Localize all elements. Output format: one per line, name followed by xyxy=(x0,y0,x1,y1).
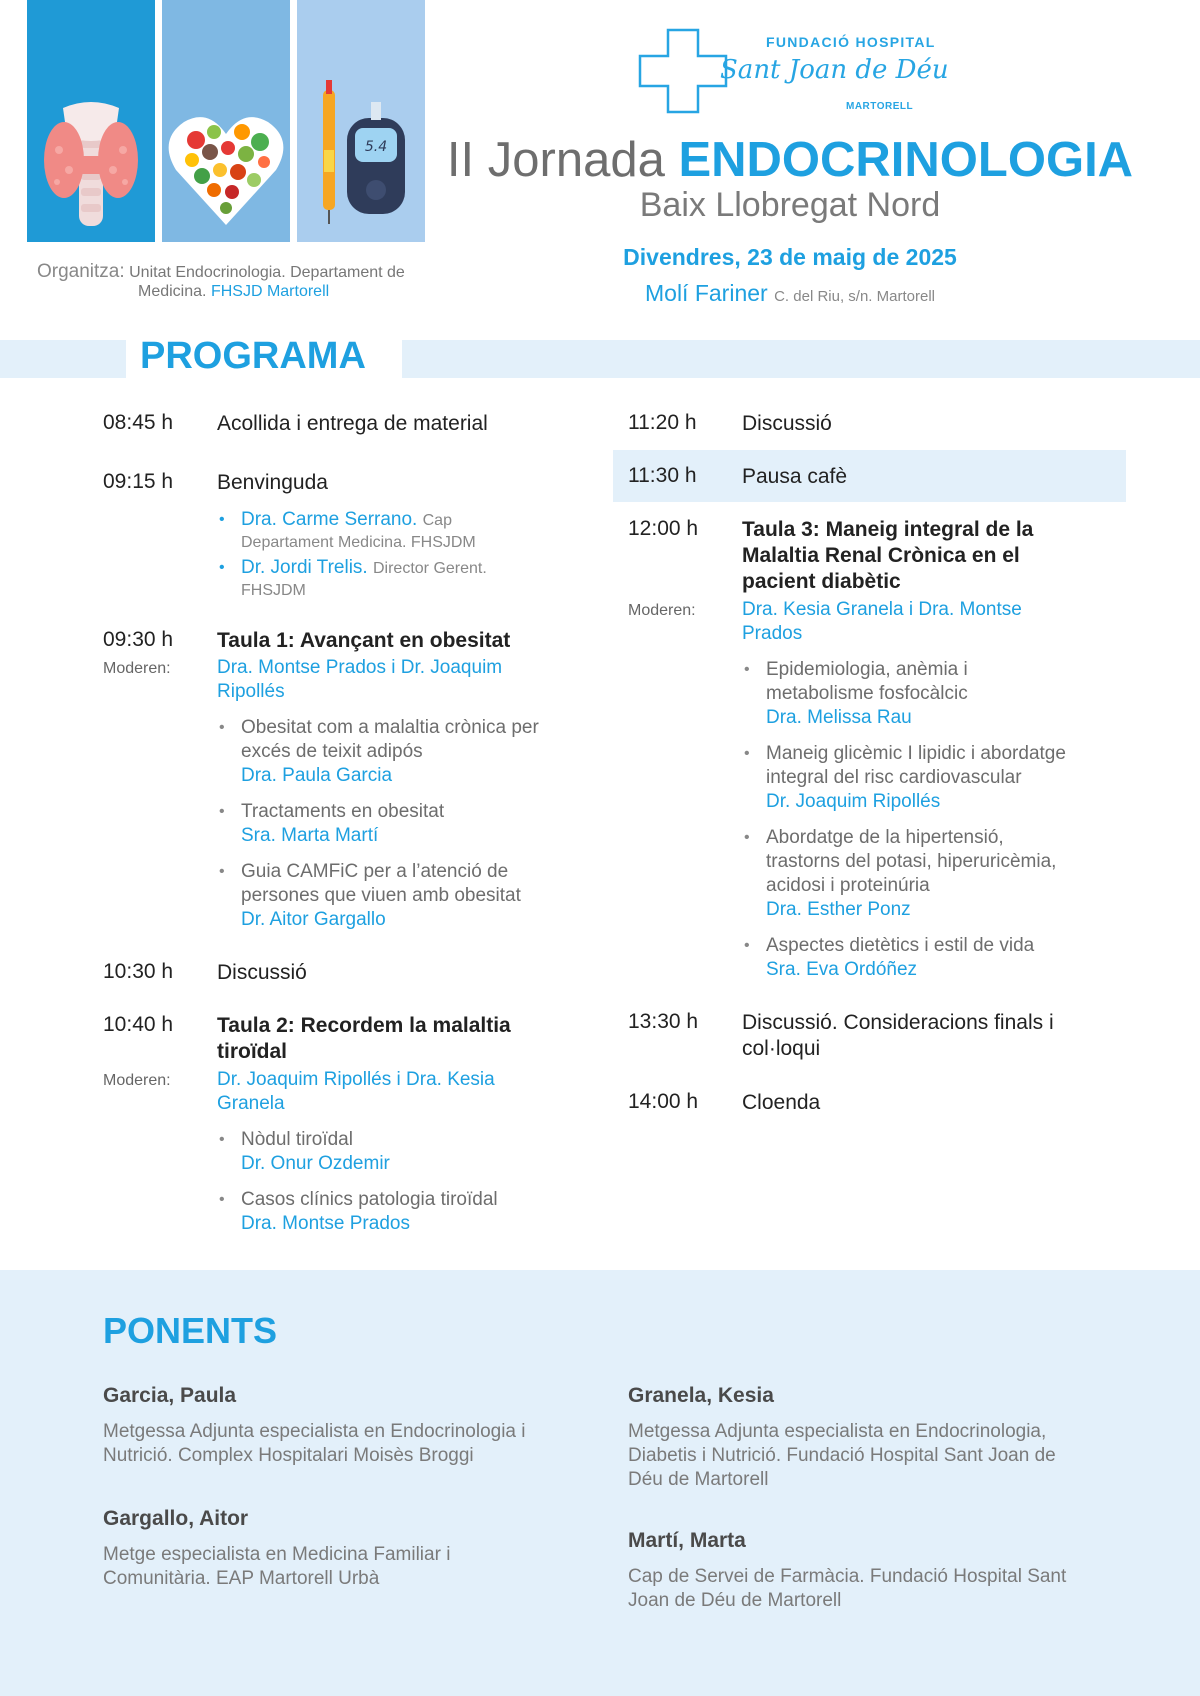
moderators-label: Moderen: xyxy=(103,1072,171,1089)
thyroid-illustration xyxy=(27,0,155,242)
bullet-icon: • xyxy=(744,661,750,678)
talk-title: acidosi i proteinúria xyxy=(766,875,930,896)
talk-speaker: Dr. Joaquim Ripollés xyxy=(766,791,941,812)
venue-address: C. del Riu, s/n. Martorell xyxy=(774,288,935,305)
item-title-line: Taula 2: Recordem la malaltia xyxy=(217,1014,511,1037)
speaker-description xyxy=(628,1420,1108,1492)
item-time: 11:20 h xyxy=(628,411,697,434)
item-time: 10:30 h xyxy=(103,960,174,983)
talk-speaker: Dra. Montse Prados xyxy=(241,1213,410,1234)
logo-line-2: Sant Joan de Déu xyxy=(720,55,949,85)
talk-item xyxy=(742,826,1122,922)
item-title: Pausa cafè xyxy=(742,465,848,488)
speaker-description-line: Metge especialista en Medicina Familiar i xyxy=(103,1544,451,1565)
bullet-icon: • xyxy=(219,803,225,820)
bullet-icon: • xyxy=(219,863,225,880)
item-title: Discussió xyxy=(217,961,307,984)
item-time: 14:00 h xyxy=(628,1090,699,1113)
moderators xyxy=(217,656,577,704)
guest-role: Director Gerent. xyxy=(372,560,487,577)
organizer-info xyxy=(37,262,427,301)
speaker-description-line: Comunitària. EAP Martorell Urbà xyxy=(103,1568,380,1589)
programa-title: PROGRAMA xyxy=(126,333,402,379)
speaker-description-line: Déu de Martorell xyxy=(628,1469,769,1490)
speaker-description-line: Diabetis i Nutrició. Fundació Hospital Sant Joan de xyxy=(628,1445,1056,1466)
venue-name: Molí Fariner xyxy=(645,280,768,306)
speaker-name: Martí, Marta xyxy=(628,1529,746,1552)
guest-role: Departament Medicina. FHSJDM xyxy=(241,534,476,551)
moderators-label: Moderen: xyxy=(628,602,696,619)
moderators-line: Granela xyxy=(217,1093,285,1114)
bullet-icon: • xyxy=(744,829,750,846)
moderators-line: Dr. Joaquim Ripollés i Dra. Kesia xyxy=(217,1069,495,1090)
bullet-icon: • xyxy=(219,1131,225,1148)
page-title xyxy=(440,132,1140,188)
item-title: Taula 1: Avançant en obesitat xyxy=(217,629,511,652)
item-title xyxy=(742,1010,1112,1062)
item-time: 09:15 h xyxy=(103,470,174,493)
item-title-line: Discussió. Consideracions finals i xyxy=(742,1011,1054,1034)
title-main: ENDOCRINOLOGIA xyxy=(678,133,1134,187)
item-title-line: Taula 3: Maneig integral de la xyxy=(742,518,1034,541)
speaker-description-line: Joan de Déu de Martorell xyxy=(628,1590,842,1611)
title-prefix: II Jornada xyxy=(446,133,665,187)
bullet-icon: • xyxy=(744,937,750,954)
guest-name: Dra. Carme Serrano. xyxy=(241,509,418,530)
bullet-icon: • xyxy=(744,745,750,762)
talk-item xyxy=(742,658,1122,730)
glucometer-illustration xyxy=(297,0,425,242)
talk-speaker: Dra. Melissa Rau xyxy=(766,707,912,728)
talk-title: Casos clínics patologia tiroïdal xyxy=(241,1189,498,1210)
item-time: 11:30 h xyxy=(628,464,697,487)
moderators-line: Dra. Kesia Granela i Dra. Montse xyxy=(742,599,1022,620)
item-title: Benvinguda xyxy=(217,471,328,494)
item-time: 13:30 h xyxy=(628,1010,699,1033)
bullet-icon: • xyxy=(219,1191,225,1208)
guest-role: Cap xyxy=(422,512,452,529)
item-title-line: col·loqui xyxy=(742,1037,821,1060)
organizer-highlight: FHSJD Martorell xyxy=(210,283,330,300)
item-time: 10:40 h xyxy=(103,1013,174,1036)
item-time: 09:30 h xyxy=(103,628,174,651)
speaker-name: Garcia, Paula xyxy=(103,1384,237,1407)
speaker-name: Granela, Kesia xyxy=(628,1384,774,1407)
talk-speaker: Dr. Onur Ozdemir xyxy=(241,1153,390,1174)
talk-speaker: Dra. Paula Garcia xyxy=(241,765,393,786)
talk-item xyxy=(217,1128,577,1176)
bullet-icon: • xyxy=(219,719,225,736)
talk-title: Aspectes dietètics i estil de vida xyxy=(766,935,1035,956)
speaker-description-line: Metgessa Adjunta especialista en Endocrinologia, xyxy=(628,1421,1047,1442)
event-date: Divendres, 23 de maig de 2025 xyxy=(623,244,957,270)
talk-title: persones que viuen amb obesitat xyxy=(241,885,521,906)
event-venue xyxy=(440,280,1140,307)
speaker-description-line: Metgessa Adjunta especialista en Endocrinologia i xyxy=(103,1421,526,1442)
moderators-label: Moderen: xyxy=(103,660,171,677)
talk-title: Guia CAMFiC per a l’atenció de xyxy=(241,861,509,882)
talk-title: Tractaments en obesitat xyxy=(241,801,445,822)
talk-title: integral del risc cardiovascular xyxy=(766,767,1022,788)
glucometer-reading: 5.4 xyxy=(364,139,388,155)
talk-title: Nòdul tiroïdal xyxy=(241,1129,353,1150)
item-title: Acollida i entrega de material xyxy=(217,412,488,435)
cross-logo-icon xyxy=(638,28,728,114)
organizer-text-2: Medicina. xyxy=(138,283,207,300)
page-subtitle: Baix Llobregat Nord xyxy=(639,186,941,224)
talk-item xyxy=(742,934,1122,982)
speaker-description xyxy=(103,1543,573,1591)
item-title xyxy=(742,517,1112,595)
talk-title: Obesitat com a malaltia crònica per xyxy=(241,717,539,738)
moderators xyxy=(742,598,1112,646)
item-title-line: pacient diabètic xyxy=(742,570,901,593)
talk-speaker: Dra. Esther Ponz xyxy=(766,899,911,920)
talk-item xyxy=(217,1188,577,1236)
talk-item xyxy=(217,800,577,848)
talk-title: Maneig glicèmic I lipidic i abordatge xyxy=(766,743,1066,764)
speaker-description xyxy=(628,1565,1108,1613)
talk-speaker: Sra. Eva Ordóñez xyxy=(766,959,918,980)
item-time: 12:00 h xyxy=(628,517,699,540)
organizer-text-1: Unitat Endocrinologia. Departament de xyxy=(129,264,405,281)
talk-title: Epidemiologia, anèmia i xyxy=(766,659,968,680)
talk-speaker: Dr. Aitor Gargallo xyxy=(241,909,386,930)
talk-title: Abordatge de la hipertensió, xyxy=(766,827,1004,848)
item-title: Discussió xyxy=(742,412,832,435)
guest-name: Dr. Jordi Trelis. xyxy=(241,557,368,578)
moderators xyxy=(217,1068,577,1116)
item-time: 08:45 h xyxy=(103,411,174,434)
hospital-logo xyxy=(638,28,949,118)
moderators-line: Prados xyxy=(742,623,803,644)
speaker-description-line: Cap de Servei de Farmàcia. Fundació Hospital Sant xyxy=(628,1566,1067,1587)
ponents-title: PONENTS xyxy=(103,1310,278,1351)
item-title-line: tiroïdal xyxy=(217,1040,288,1063)
welcome-guest xyxy=(217,557,527,601)
speaker-description xyxy=(103,1420,573,1468)
moderators-line: Dra. Montse Prados i Dr. Joaquim xyxy=(217,657,503,678)
speaker-name: Gargallo, Aitor xyxy=(103,1507,249,1530)
moderators-line: Ripollés xyxy=(217,681,285,702)
item-title xyxy=(217,1013,577,1065)
talk-item xyxy=(217,860,577,932)
organizer-label: Organitza: xyxy=(37,261,125,282)
talk-speaker: Sra. Marta Martí xyxy=(241,825,379,846)
bullet-icon: • xyxy=(219,559,225,576)
talk-title: excés de teixit adipós xyxy=(241,741,423,762)
healthy-food-heart-illustration xyxy=(162,0,290,242)
talk-item xyxy=(217,716,577,788)
talk-item xyxy=(742,742,1122,814)
bullet-icon: • xyxy=(219,511,225,528)
item-title: Cloenda xyxy=(742,1091,821,1114)
logo-line-3: MARTORELL xyxy=(846,101,914,112)
logo-line-1: FUNDACIÓ HOSPITAL xyxy=(766,34,936,50)
talk-title: metabolisme fosfocàlcic xyxy=(766,683,968,704)
talk-title: trastorns del potasi, hiperuricèmia, xyxy=(766,851,1057,872)
welcome-guest xyxy=(217,509,527,553)
speaker-description-line: Nutrició. Complex Hospitalari Moisès Broggi xyxy=(103,1445,474,1466)
guest-role: FHSJDM xyxy=(241,582,306,599)
item-title-line: Malaltia Renal Crònica en el xyxy=(742,544,1020,567)
